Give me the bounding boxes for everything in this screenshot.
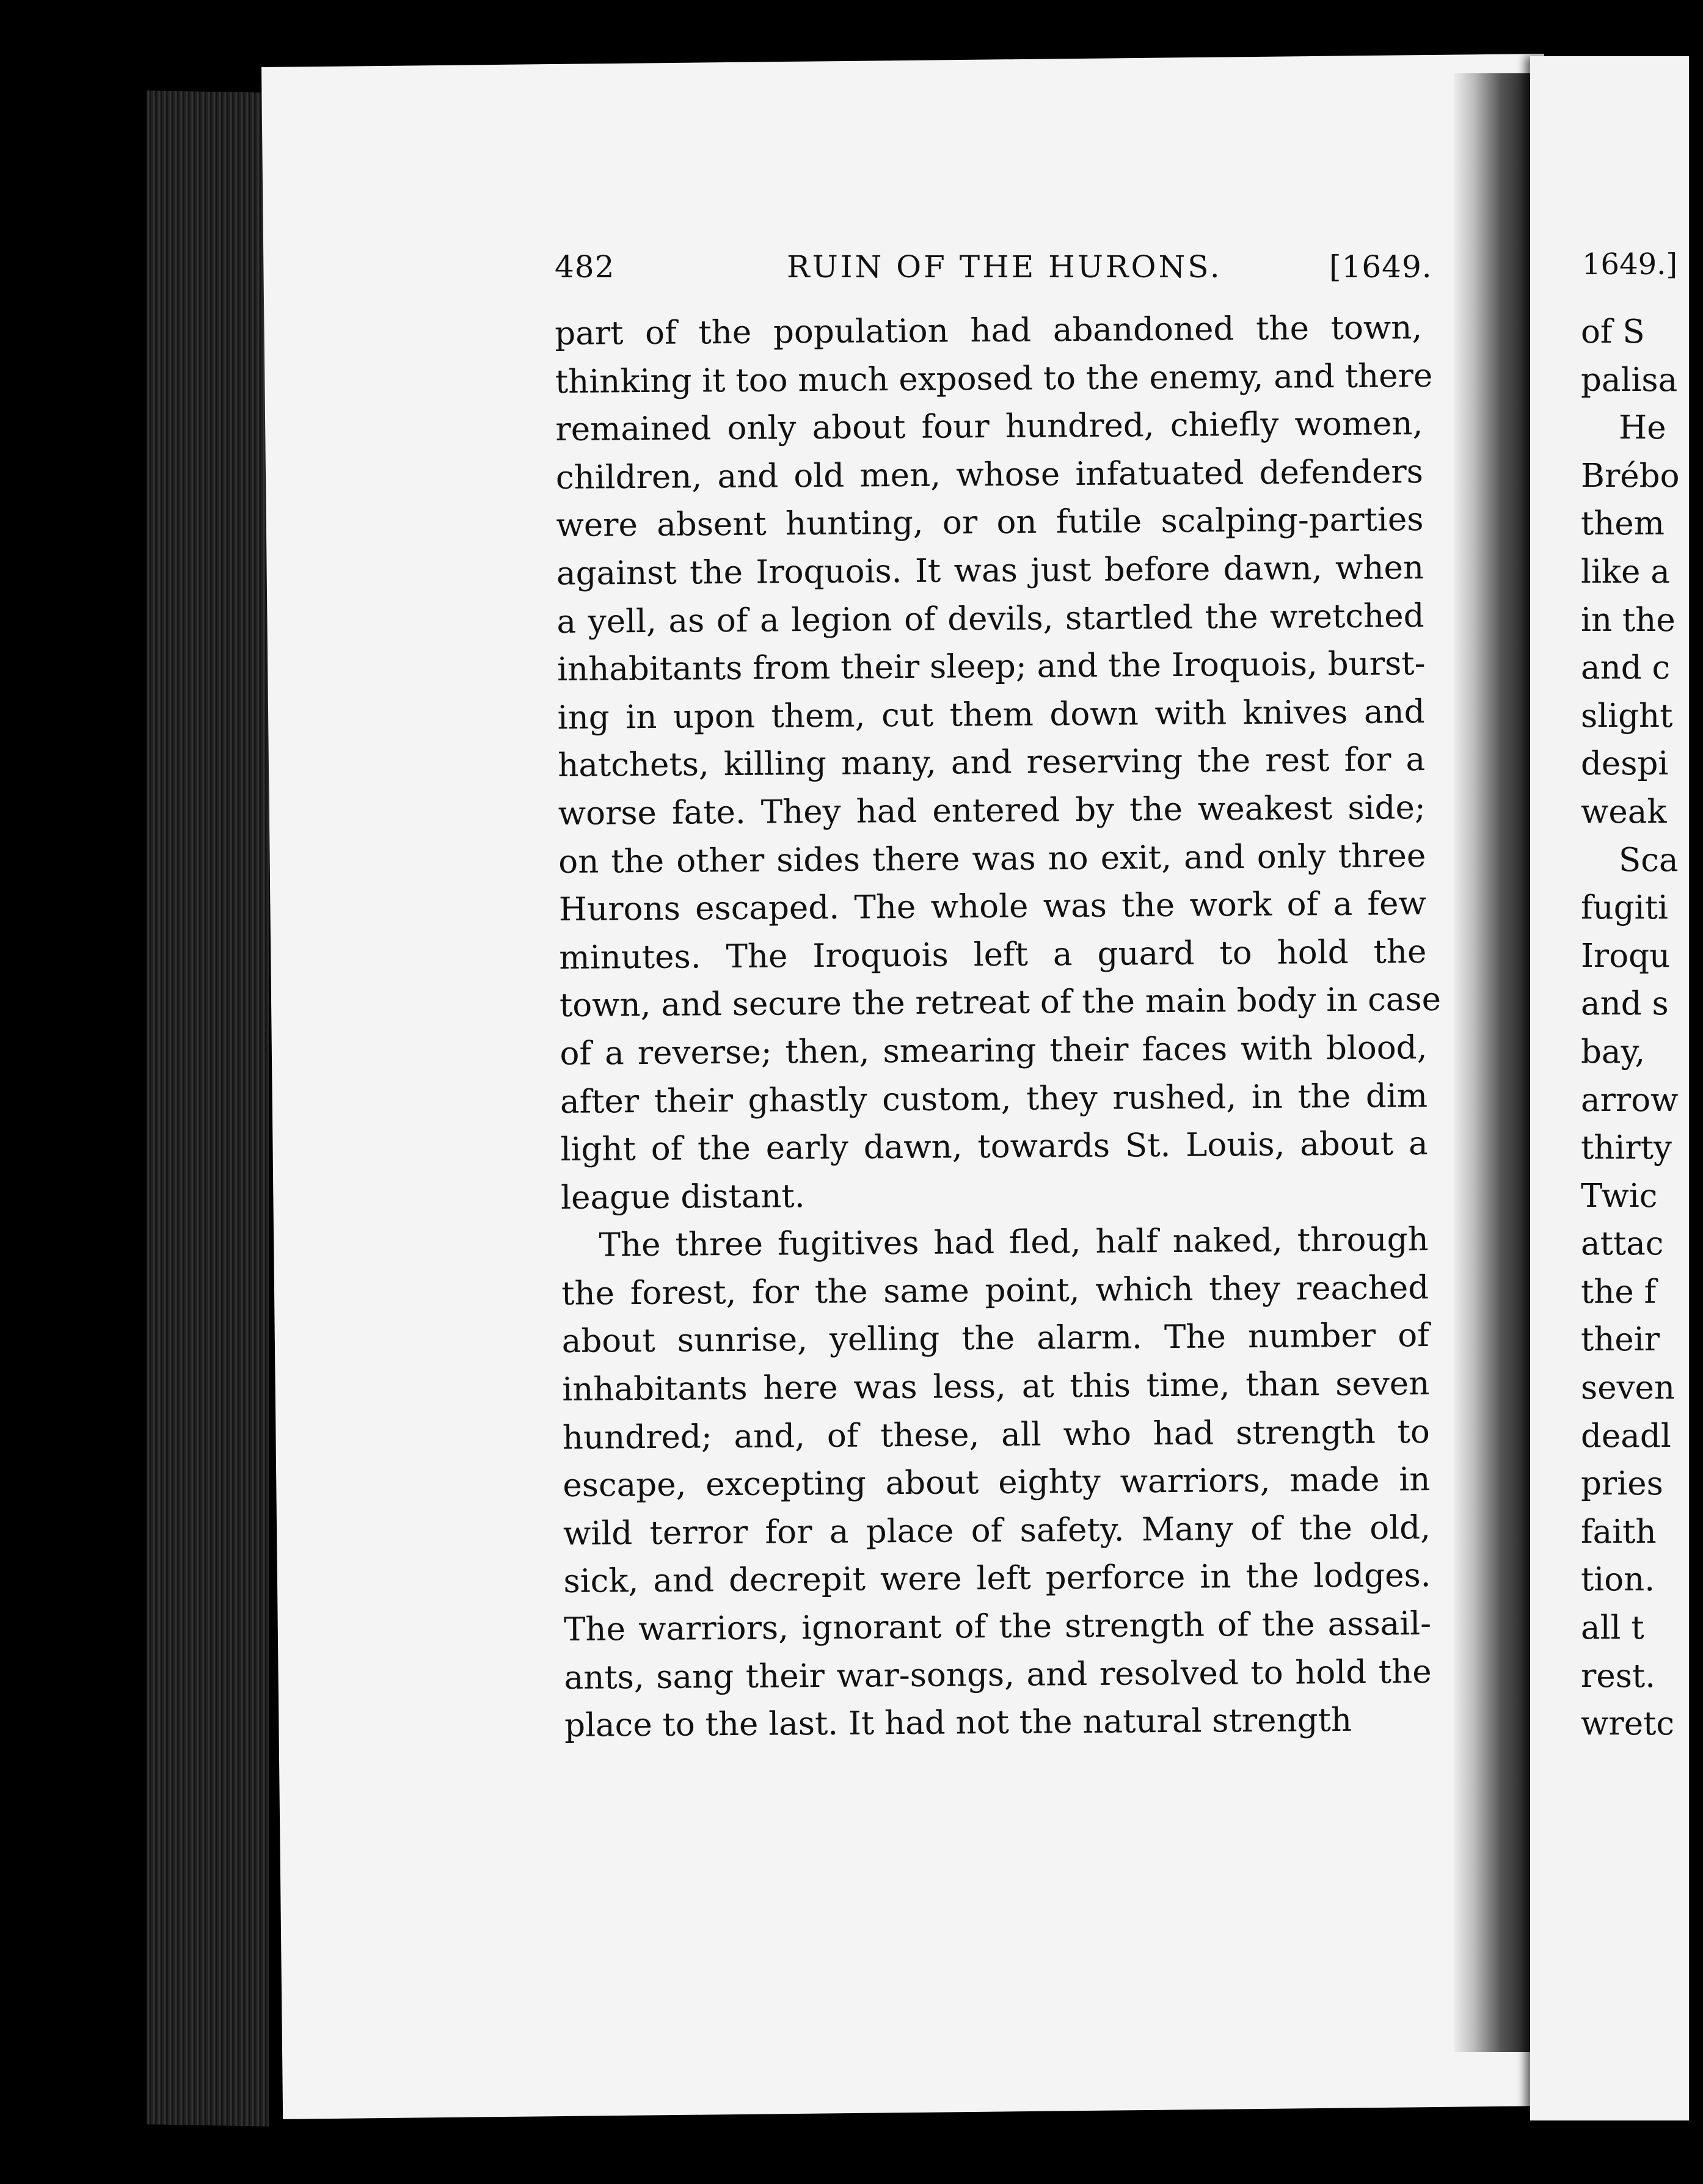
text-line: ants, sang their war-songs, and resolved to hold the xyxy=(564,1653,1432,1697)
right-page-line: fugiti xyxy=(1581,889,1668,927)
right-page-line: faith xyxy=(1581,1513,1657,1551)
text-line: inhabitants here was less, at this time, than seven xyxy=(562,1365,1430,1409)
text-line: place to the last. It had not the natural strength xyxy=(564,1702,1352,1745)
text-line: The warriors, ignorant of the strength of the assail- xyxy=(563,1605,1432,1648)
text-line: light of the early dawn, towards St. Louis, about a xyxy=(560,1125,1428,1169)
right-page-line: rest. xyxy=(1581,1657,1656,1695)
body-text xyxy=(555,304,1442,1750)
text-line: The three fugitives had fled, half naked, through xyxy=(599,1221,1429,1264)
text-line: hundred; and, of these, all who had strength to xyxy=(562,1413,1431,1457)
right-page-line: Brébo xyxy=(1581,457,1680,495)
right-page-line: arrow xyxy=(1581,1081,1679,1119)
right-page-line: Twic xyxy=(1581,1177,1658,1215)
right-page-line: and c xyxy=(1581,649,1671,687)
right-page-line: their xyxy=(1581,1321,1660,1359)
right-page-line: like a xyxy=(1581,553,1670,591)
text-line: against the Iroquois. It was just before dawn, when xyxy=(556,549,1424,592)
text-line: ing in upon them, cut them down with knives and xyxy=(557,693,1425,737)
right-page-running-head: 1649.] xyxy=(1582,247,1678,282)
right-page-line: of S xyxy=(1581,313,1645,351)
right-page-line: bay, xyxy=(1581,1033,1646,1071)
right-page-line: attac xyxy=(1581,1225,1664,1263)
text-line: children, and old men, whose infatuated defenders xyxy=(555,453,1424,497)
right-page-text xyxy=(1581,308,1703,1749)
right-page-line: Sca xyxy=(1619,841,1679,879)
text-line: of a reverse; then, smearing their faces with blood, xyxy=(560,1028,1428,1072)
text-line: after their ghastly custom, they rushed, in the dim xyxy=(560,1077,1428,1121)
right-page-line: palisa xyxy=(1581,361,1678,399)
right-page-line: pries xyxy=(1581,1465,1663,1503)
right-page-line: them xyxy=(1581,505,1665,543)
right-page-line: He xyxy=(1619,409,1666,447)
right-page-line: Iroqu xyxy=(1581,937,1671,975)
text-line: about sunrise, yelling the alarm. The number of xyxy=(561,1317,1429,1361)
running-head xyxy=(555,249,1432,298)
page-year: [1649. xyxy=(1329,249,1432,285)
text-line: league distant. xyxy=(560,1177,805,1217)
text-line: escape, excepting about eighty warriors, made in xyxy=(563,1461,1431,1505)
text-line: thinking it too much exposed to the enemy, and there xyxy=(555,357,1433,401)
text-line: hatchets, killing many, and reserving the rest for a xyxy=(557,741,1426,785)
book-gutter-shadow xyxy=(1454,73,1533,2052)
right-page-line: slight xyxy=(1581,697,1673,735)
text-line: on the other sides there was no exit, and only three xyxy=(558,837,1426,881)
text-line: were absent hunting, or on futile scalping-parties xyxy=(556,501,1424,545)
right-page-line: tion. xyxy=(1581,1561,1655,1599)
text-line: part of the population had abandoned the town, xyxy=(555,309,1423,352)
text-line: a yell, as of a legion of devils, startled the wretched xyxy=(556,597,1424,641)
right-page-line: thirty xyxy=(1581,1129,1672,1167)
right-page-line: the f xyxy=(1581,1273,1657,1311)
book-page-edges xyxy=(147,90,269,2126)
right-page-line: all t xyxy=(1581,1609,1644,1647)
right-page-line: seven xyxy=(1581,1369,1676,1407)
right-page-line: in the xyxy=(1581,601,1676,639)
right-page-line: weak xyxy=(1581,793,1667,831)
text-line: minutes. The Iroquois left a guard to hold the xyxy=(559,933,1427,977)
text-line: wild terror for a place of safety. Many of the old, xyxy=(563,1509,1431,1552)
text-line: sick, and decrepit were left perforce in the lodges. xyxy=(563,1557,1431,1601)
right-page-line: deadl xyxy=(1581,1417,1671,1455)
text-line: inhabitants from their sleep; and the Iroquois, burst- xyxy=(556,645,1426,689)
right-page-line: despi xyxy=(1581,745,1669,783)
page-title: RUIN OF THE HURONS. xyxy=(787,249,1222,285)
page-number: 482 xyxy=(555,249,615,285)
text-line: Hurons escaped. The whole was the work of a few xyxy=(558,885,1427,929)
right-page-line: wretc xyxy=(1581,1705,1675,1743)
text-line: town, and secure the retreat of the main body in case xyxy=(559,981,1442,1025)
text-line: remained only about four hundred, chiefly women, xyxy=(555,405,1423,449)
text-line: worse fate. They had entered by the weakest side; xyxy=(558,789,1426,832)
right-page-line: and s xyxy=(1581,985,1669,1023)
text-line: the forest, for the same point, which they reached xyxy=(561,1269,1429,1312)
